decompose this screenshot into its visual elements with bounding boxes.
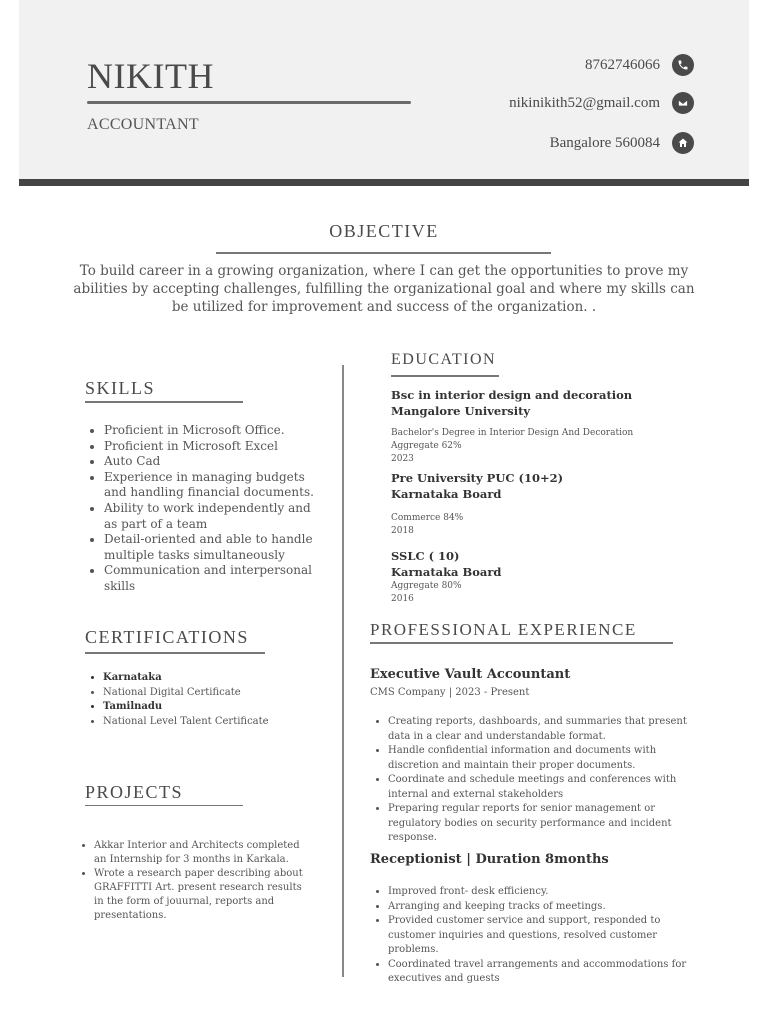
projects-heading: PROJECTS [85, 782, 184, 802]
edu-detail: Aggregate 80% [391, 581, 462, 591]
job-duty: • Creating reports, dashboards, and summaries that present data in a clear and understandable format. [388, 715, 708, 744]
job-duty: • Coordinated travel arrangements and accommodations for executives and guests [388, 958, 708, 987]
education-entry [391, 549, 691, 606]
experience-rule [370, 642, 673, 644]
skills-list [104, 423, 314, 595]
experience-heading: PROFESSIONAL EXPERIENCE [370, 620, 637, 639]
education-rule [391, 375, 499, 377]
skill-item: • Experience in managing budgets and handling financial documents. [104, 470, 314, 501]
project-item: • Akkar Interior and Architects completed an Internship for 3 months in Karkala. [94, 839, 309, 867]
cert-item: • National Digital Certificate [103, 686, 323, 701]
education-heading: EDUCATION [391, 351, 497, 368]
job-duty: • Improved front- desk efficiency. [388, 885, 708, 900]
skill-item: • Proficient in Microsoft Office. [104, 423, 314, 439]
job-duty: • Provided customer service and support, responded to customer inquiries and questions, resolved customer problems. [388, 914, 708, 958]
phone-icon [672, 54, 694, 76]
cert-item: • National Level Talent Certificate [103, 715, 323, 730]
skill-item: • Detail-oriented and able to handle multiple tasks simultaneously [104, 532, 314, 563]
skills-rule [85, 401, 243, 403]
job-title: Receptionist | Duration 8months [370, 852, 609, 867]
certifications-list [103, 671, 323, 729]
address-text: Bangalore 560084 [549, 134, 660, 151]
objective-text: To build career in a growing organization, where I can get the opportunities to prove my abilities by accepting challenges, fulfilling the organizational goal and where my skills can be utilized for improvement and success of the organization. . [73, 263, 695, 315]
candidate-title: ACCOUNTANT [87, 116, 199, 133]
candidate-name: NIKITH [87, 56, 214, 96]
job-meta: CMS Company | 2023 - Present [370, 687, 530, 698]
edu-institution: Mangalore University [391, 403, 531, 418]
skill-item: • Ability to work independently and as part of a team [104, 501, 314, 532]
education-entry [391, 471, 691, 538]
contact-address [550, 132, 694, 154]
edu-detail: Aggregate 62% [391, 441, 462, 451]
job-duties-list [388, 885, 708, 987]
edu-degree: Pre University PUC (10+2) [391, 471, 564, 485]
edu-institution: Karnataka Board [391, 564, 502, 579]
job-duties-list [388, 715, 708, 846]
edu-detail: 2018 [391, 526, 414, 536]
job-duty: • Arranging and keeping tracks of meetings. [388, 900, 708, 915]
column-divider [342, 365, 344, 977]
edu-detail: 2016 [391, 594, 414, 604]
home-icon [672, 132, 694, 154]
contact-email [509, 92, 694, 114]
job-duty: • Coordinate and schedule meetings and conferences with internal and external stakeholders [388, 773, 708, 802]
job-duty: • Preparing regular reports for senior management or regulatory bodies on security performance and incident response. [388, 802, 708, 846]
edu-degree: SSLC ( 10) [391, 549, 460, 563]
projects-list [94, 839, 309, 923]
contact-phone [585, 54, 694, 76]
skill-item: • Communication and interpersonal skills [104, 563, 314, 594]
certifications-heading: CERTIFICATIONS [85, 627, 249, 647]
edu-detail: 2023 [391, 454, 414, 464]
projects-rule [85, 805, 243, 806]
project-item: • Wrote a research paper describing about GRAFFITTI Art. present research results in the form of jouurnal, reports and presentations. [94, 867, 309, 923]
education-entry [391, 388, 691, 466]
email-text: nikinikith52@gmail.com [509, 94, 660, 111]
edu-institution: Karnataka Board [391, 486, 502, 501]
objective-heading: OBJECTIVE [329, 221, 439, 241]
edu-detail: Bachelor's Degree in Interior Design And Decoration [391, 428, 634, 438]
skill-item: • Proficient in Microsoft Excel [104, 439, 314, 455]
job-title: Executive Vault Accountant [370, 667, 571, 682]
edu-detail: Commerce 84% [391, 513, 464, 523]
phone-text: 8762746066 [585, 56, 660, 73]
skills-heading: SKILLS [85, 378, 156, 398]
job-duty: • Handle confidential information and documents with discretion and maintain their proper documents. [388, 744, 708, 773]
certifications-rule [85, 652, 265, 654]
cert-item: • Tamilnadu [103, 700, 323, 715]
edu-degree: Bsc in interior design and decoration [391, 388, 633, 402]
skill-item: • Auto Cad [104, 454, 314, 470]
cert-item: • Karnataka [103, 671, 323, 686]
mail-icon [672, 92, 694, 114]
header-divider [19, 179, 749, 186]
objective-rule [216, 252, 551, 254]
name-underline [87, 101, 411, 104]
